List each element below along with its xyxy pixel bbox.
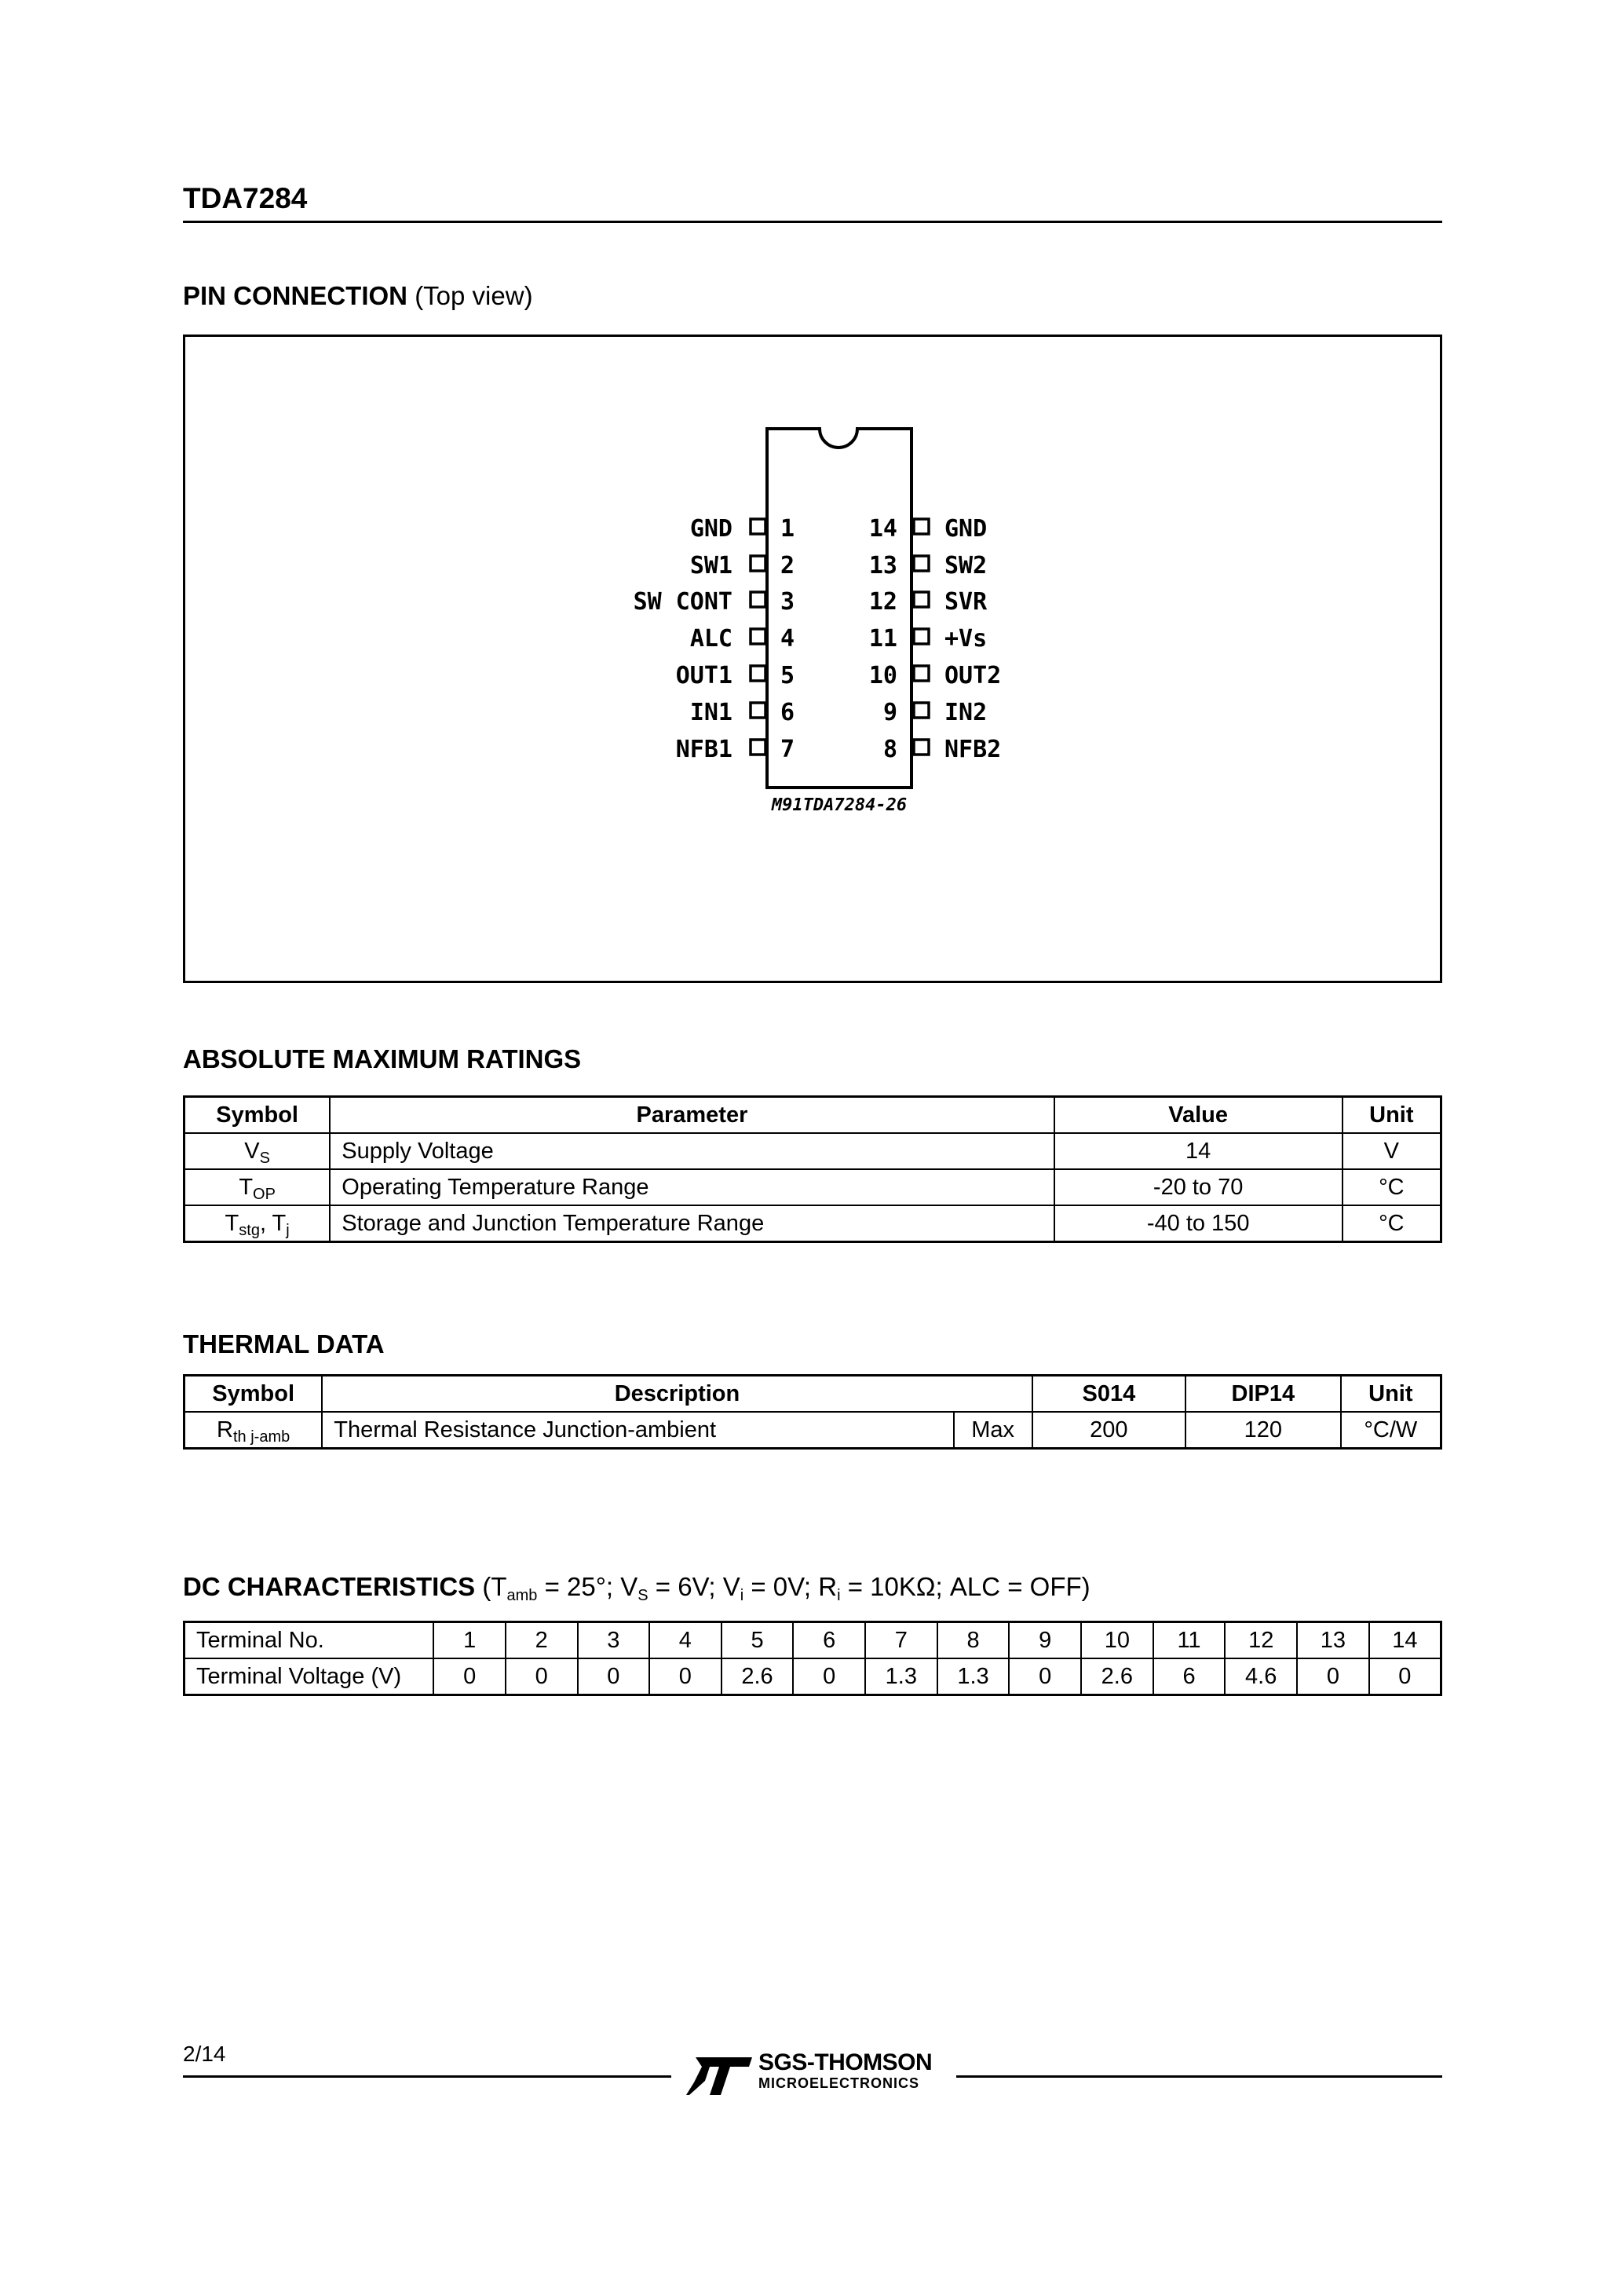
- terminal-voltage-cell: 1.3: [937, 1658, 1010, 1695]
- table-header-row: [184, 1097, 1441, 1134]
- value-cell: 14: [1054, 1133, 1343, 1169]
- dc-table: [183, 1621, 1442, 1696]
- dc-heading: [183, 1572, 1090, 1602]
- terminal-number-cell: 10: [1081, 1622, 1153, 1659]
- col-unit: Unit: [1343, 1097, 1441, 1134]
- symbol-cell: $V_S$: [184, 1133, 331, 1169]
- left-pin-name: SW1: [689, 552, 732, 579]
- right-pin-name: NFB2: [944, 736, 1002, 763]
- pin-pad: [751, 703, 765, 718]
- col-description: Description: [322, 1376, 1032, 1413]
- col-value: Value: [1054, 1097, 1343, 1134]
- terminal-voltage-cell: 0: [1369, 1658, 1441, 1695]
- dip14-cell: 120: [1185, 1412, 1341, 1449]
- symbol-cell: $R_{th j-amb}$: [184, 1412, 323, 1449]
- brand-name: SGS-THOMSON: [758, 2049, 933, 2075]
- terminal-number-cell: 7: [865, 1622, 937, 1659]
- terminal-number-cell: 3: [578, 1622, 650, 1659]
- abs-max-table: [183, 1095, 1442, 1243]
- pin-pad: [914, 556, 929, 571]
- terminal-voltage-cell: 0: [649, 1658, 721, 1695]
- right-pin-number: 13: [868, 552, 897, 579]
- description-cell: Thermal Resistance Junction-ambient: [322, 1412, 953, 1449]
- left-pin-name: NFB1: [675, 736, 732, 763]
- table-row: [184, 1133, 1441, 1169]
- pin-diagram: [185, 337, 1440, 981]
- dc-conditions: ($T_{amb} = 25^\circ$; $V_S = 6V$; $V_i = 0V$; $R_i = 10K\Omega$; ALC = OFF): [482, 1572, 1090, 1604]
- terminal-voltage-cell: 0: [1009, 1658, 1081, 1695]
- left-pin-name: GND: [689, 515, 732, 543]
- pin-connection-heading: [183, 281, 533, 311]
- terminal-number-cell: 11: [1153, 1622, 1226, 1659]
- terminal-number-cell: 4: [649, 1622, 721, 1659]
- right-pin-number: 11: [868, 625, 897, 653]
- terminal-voltage-cell: 0: [793, 1658, 865, 1695]
- terminal-voltage-cell: 6: [1153, 1658, 1226, 1695]
- table-row: [184, 1169, 1441, 1205]
- dc-title: DC CHARACTERISTICS: [183, 1572, 476, 1601]
- pin-pad: [751, 740, 765, 755]
- right-pin-name: GND: [944, 515, 988, 543]
- left-pin-number: 6: [780, 699, 795, 726]
- parameter-cell: Storage and Junction Temperature Range: [330, 1205, 1054, 1242]
- right-pin-number: 8: [882, 736, 897, 763]
- pin-pad: [914, 740, 929, 755]
- terminal-voltage-cell: 1.3: [865, 1658, 937, 1695]
- col-symbol: Symbol: [184, 1376, 323, 1413]
- terminal-number-row: [184, 1622, 1441, 1659]
- row-label: Terminal Voltage (V): [184, 1658, 434, 1695]
- unit-cell: °C: [1343, 1205, 1441, 1242]
- right-pin-number: 9: [882, 699, 897, 726]
- pin-pad: [751, 666, 765, 681]
- parameter-cell: Operating Temperature Range: [330, 1169, 1054, 1205]
- pin-connection-subtitle: (Top view): [415, 281, 533, 310]
- terminal-number-cell: 12: [1225, 1622, 1297, 1659]
- table-row: [184, 1412, 1441, 1449]
- right-pin-name: IN2: [944, 699, 988, 726]
- abs-max-heading: ABSOLUTE MAXIMUM RATINGS: [183, 1044, 582, 1073]
- pin-diagram-box: [183, 335, 1442, 983]
- pin-pad: [751, 556, 765, 571]
- unit-cell: °C/W: [1341, 1412, 1441, 1449]
- right-pin-name: OUT2: [944, 662, 1002, 689]
- pin-pad: [751, 519, 765, 534]
- pin-pad: [914, 666, 929, 681]
- st-logo-icon: [686, 2054, 754, 2102]
- footer-rule-left: [183, 2075, 671, 2078]
- value-cell: -40 to 150: [1054, 1205, 1343, 1242]
- left-pin-number: 4: [780, 625, 795, 653]
- terminal-voltage-cell: 0: [433, 1658, 506, 1695]
- row-label: Terminal No.: [184, 1622, 434, 1659]
- left-pin-name: ALC: [689, 625, 732, 653]
- terminal-voltage-cell: 0: [506, 1658, 578, 1695]
- terminal-number-cell: 9: [1009, 1622, 1081, 1659]
- brand-logo: [758, 2051, 932, 2090]
- terminal-number-cell: 5: [721, 1622, 794, 1659]
- s014-cell: 200: [1032, 1412, 1185, 1449]
- parameter-cell: Supply Voltage: [330, 1133, 1054, 1169]
- col-symbol: Symbol: [184, 1097, 331, 1134]
- qualifier-cell: Max: [954, 1412, 1032, 1449]
- col-s014: S014: [1032, 1376, 1185, 1413]
- unit-cell: °C: [1343, 1169, 1441, 1205]
- right-pin-name: +Vs: [944, 625, 988, 653]
- value-cell: -20 to 70: [1054, 1169, 1343, 1205]
- terminal-number-cell: 8: [937, 1622, 1010, 1659]
- terminal-voltage-row: [184, 1658, 1441, 1695]
- left-pin-number: 7: [780, 736, 795, 763]
- terminal-number-cell: 2: [506, 1622, 578, 1659]
- pin-pad: [751, 629, 765, 644]
- right-pin-number: 12: [868, 588, 897, 616]
- terminal-number-cell: 1: [433, 1622, 506, 1659]
- table-header-row: [184, 1376, 1441, 1413]
- footer-rule-right: [956, 2075, 1442, 2078]
- terminal-voltage-cell: 0: [578, 1658, 650, 1695]
- brand-subtitle: MICROELECTRONICS: [758, 2075, 919, 2091]
- left-pin-name: SW CONT: [633, 588, 732, 616]
- table-row: [184, 1205, 1441, 1242]
- unit-cell: V: [1343, 1133, 1441, 1169]
- symbol-cell: $T_{stg}$, $T_j$: [184, 1205, 331, 1242]
- left-pin-number: 1: [780, 515, 795, 543]
- left-pin-number: 3: [780, 588, 795, 616]
- pin-pad: [914, 519, 929, 534]
- symbol-cell: $T_{OP}$: [184, 1169, 331, 1205]
- thermal-table: [183, 1374, 1442, 1450]
- terminal-number-cell: 6: [793, 1622, 865, 1659]
- pin-pad: [751, 592, 765, 607]
- right-pin-number: 10: [868, 662, 897, 689]
- terminal-voltage-cell: 0: [1297, 1658, 1369, 1695]
- header-rule: [183, 221, 1442, 223]
- thermal-heading: THERMAL DATA: [183, 1329, 385, 1358]
- terminal-voltage-cell: 4.6: [1225, 1658, 1297, 1695]
- left-pin-number: 2: [780, 552, 795, 579]
- left-pin-name: IN1: [689, 699, 732, 726]
- col-parameter: Parameter: [330, 1097, 1054, 1134]
- pin-pad: [914, 592, 929, 607]
- pin-pad: [914, 703, 929, 718]
- right-pin-name: SW2: [944, 552, 988, 579]
- right-pin-name: SVR: [944, 588, 988, 616]
- pin-connection-title: PIN CONNECTION: [183, 281, 408, 310]
- pin-pad: [914, 629, 929, 644]
- left-pin-number: 5: [780, 662, 795, 689]
- figure-code: M91TDA7284-26: [771, 795, 908, 815]
- terminal-voltage-cell: 2.6: [1081, 1658, 1153, 1695]
- col-dip14: DIP14: [1185, 1376, 1341, 1413]
- col-unit: Unit: [1341, 1376, 1441, 1413]
- terminal-number-cell: 14: [1369, 1622, 1441, 1659]
- page-number: 2/14: [183, 2042, 226, 2066]
- terminal-number-cell: 13: [1297, 1622, 1369, 1659]
- terminal-voltage-cell: 2.6: [721, 1658, 794, 1695]
- document-title: TDA7284: [183, 182, 308, 214]
- left-pin-name: OUT1: [675, 662, 732, 689]
- right-pin-number: 14: [868, 515, 897, 543]
